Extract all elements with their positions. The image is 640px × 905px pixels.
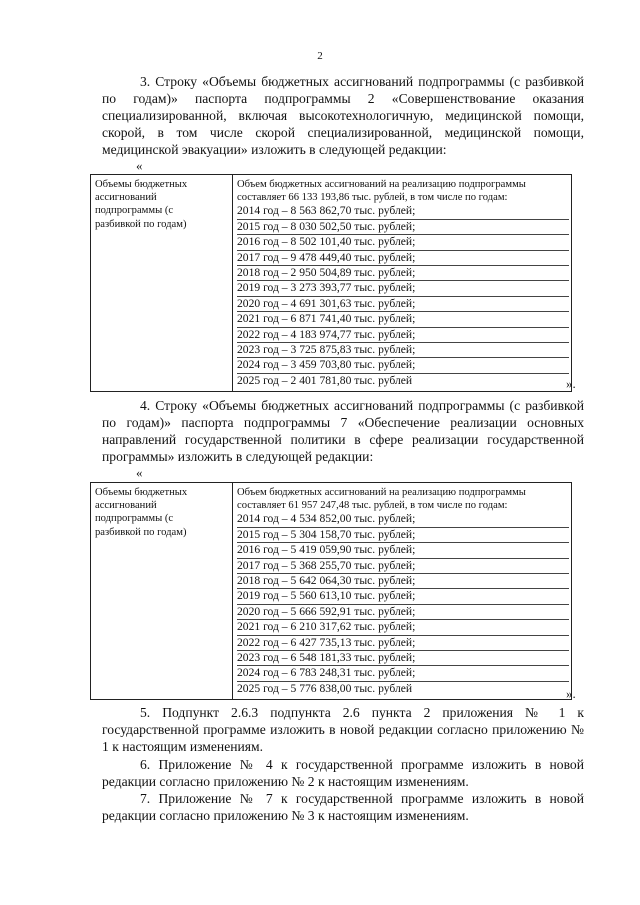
- label-line: ассигнований: [95, 500, 157, 512]
- year-line: 2018 год – 2 950 504,89 тыс. рублей;: [237, 266, 569, 281]
- item-3-open-quote: «: [136, 158, 143, 173]
- label-line: подпрограммы (с: [95, 205, 174, 217]
- item-3-close-quote: ».: [566, 376, 576, 391]
- year-line: 2015 год – 5 304 158,70 тыс. рублей;: [237, 528, 569, 543]
- year-line: 2021 год – 6 210 317,62 тыс. рублей;: [237, 620, 569, 635]
- item-4-paragraph: 4. Строку «Объемы бюджетных ассигнований подпрограммы (с разбивкой по годам)» паспорта подпрограммы 7 «Обеспечение реализации основных направлений государственной политики в сфере реализации государственной программы» изложить в следующей редакции:: [102, 398, 584, 464]
- year-line: 2020 год – 4 691 301,63 тыс. рублей;: [237, 297, 569, 312]
- label-line: Объемы бюджетных: [95, 179, 188, 190]
- item-4-value-cell: [233, 483, 572, 700]
- item-3-paragraph: 3. Строку «Объемы бюджетных ассигнований подпрограммы (с разбивкой по годам)» паспорта подпрограммы 2 «Совершенствование оказания специализированной, включая высокотехнологичную, медицинской помощи, скорой, в том числе скорой специализированной, медицинской помощи, медицинской эвакуации» изложить в следующей редакции:: [102, 74, 584, 157]
- intro-line: составляет 61 957 247,48 тыс. рублей, в том числе по годам:: [237, 500, 508, 512]
- year-line: 2014 год – 8 563 862,70 тыс. рублей;: [237, 204, 569, 219]
- item-4-close-quote: ».: [566, 686, 576, 701]
- year-line: 2016 год – 8 502 101,40 тыс. рублей;: [237, 235, 569, 250]
- label-line: Объемы бюджетных: [95, 487, 188, 498]
- year-line: 2024 год – 6 783 248,31 тыс. рублей;: [237, 666, 569, 681]
- label-line: ассигнований: [95, 192, 157, 204]
- year-line: 2015 год – 8 030 502,50 тыс. рублей;: [237, 220, 569, 235]
- label-line: разбивкой по годам): [95, 218, 187, 230]
- item-3-budget-table: [90, 174, 572, 392]
- item-4-budget-table: [90, 482, 572, 700]
- year-line: 2025 год – 5 776 838,00 тыс. рублей: [237, 681, 413, 695]
- year-line: 2017 год – 5 368 255,70 тыс. рублей;: [237, 559, 569, 574]
- page-number: 2: [317, 50, 323, 62]
- item-5-paragraph: 5. Подпункт 2.6.3 подпункта 2.6 пункта 2 приложения № 1 к государственной программе изложить в новой редакции согласно приложению № 1 к настоящим изменениям.: [102, 705, 584, 754]
- year-line: 2022 год – 6 427 735,13 тыс. рублей;: [237, 636, 569, 651]
- year-line: 2023 год – 3 725 875,83 тыс. рублей;: [237, 343, 569, 358]
- intro-line: составляет 66 133 193,86 тыс. рублей, в том числе по годам:: [237, 192, 508, 204]
- year-line: 2021 год – 6 871 741,40 тыс. рублей;: [237, 312, 569, 327]
- item-7-paragraph: 7. Приложение № 7 к государственной программе изложить в новой редакции согласно приложению № 3 к настоящим изменениям.: [102, 791, 584, 823]
- year-line: 2020 год – 5 666 592,91 тыс. рублей;: [237, 605, 569, 620]
- label-line: разбивкой по годам): [95, 526, 187, 538]
- year-line: 2023 год – 6 548 181,33 тыс. рублей;: [237, 651, 569, 666]
- item-3-label-cell: [91, 175, 233, 392]
- item-4-label-cell: [91, 483, 233, 700]
- year-line: 2025 год – 2 401 781,80 тыс. рублей: [237, 373, 413, 387]
- intro-line: Объем бюджетных ассигнований на реализацию подпрограммы: [237, 487, 526, 498]
- year-line: 2016 год – 5 419 059,90 тыс. рублей;: [237, 543, 569, 558]
- year-line: 2019 год – 3 273 393,77 тыс. рублей;: [237, 281, 569, 296]
- year-line: 2017 год – 9 478 449,40 тыс. рублей;: [237, 251, 569, 266]
- year-line: 2022 год – 4 183 974,77 тыс. рублей;: [237, 328, 569, 343]
- item-6-paragraph: 6. Приложение № 4 к государственной программе изложить в новой редакции согласно приложению № 2 к настоящим изменениям.: [102, 757, 584, 789]
- year-line: 2024 год – 3 459 703,80 тыс. рублей;: [237, 358, 569, 373]
- label-line: подпрограммы (с: [95, 513, 174, 525]
- item-4-open-quote: «: [136, 465, 143, 480]
- year-line: 2019 год – 5 560 613,10 тыс. рублей;: [237, 589, 569, 604]
- item-3-value-cell: [233, 175, 572, 392]
- year-line: 2018 год – 5 642 064,30 тыс. рублей;: [237, 574, 569, 589]
- year-line: 2014 год – 4 534 852,00 тыс. рублей;: [237, 512, 569, 527]
- intro-line: Объем бюджетных ассигнований на реализацию подпрограммы: [237, 179, 526, 190]
